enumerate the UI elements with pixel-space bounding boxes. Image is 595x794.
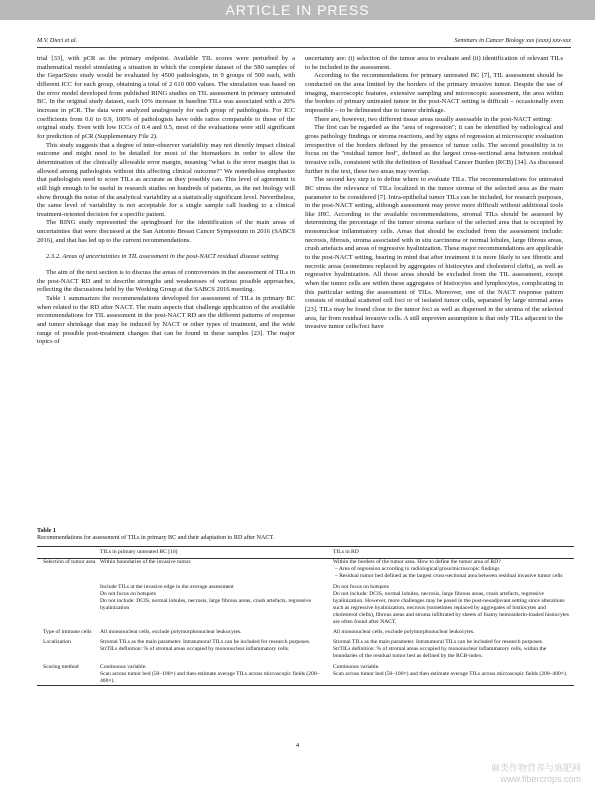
table-cell: [37, 581, 100, 627]
table-row: [37, 626, 574, 636]
cell-line: Scan across tumor bed (50–100×) and then estimate average TILs across microscopic fields (200–400×).: [100, 670, 320, 684]
cell-line: Do not focus on hotspots: [100, 590, 156, 597]
cell-line: Scan across tumor bed (50–100×) and then estimate average TILs across microscopic fields (200–400×).: [333, 670, 568, 677]
table-row: [37, 636, 574, 660]
table-cell: Selection of tumor area: [43, 559, 96, 566]
table-cell: [100, 581, 333, 627]
table-cell: [100, 626, 333, 636]
table-header-cell: [37, 547, 100, 559]
page-number: 4: [295, 742, 300, 749]
header-journal: Seminars in Cancer Biology xxx (xxxx) xxx-xxx: [454, 37, 571, 44]
cell-list: [333, 566, 571, 580]
paragraph: There are, however, two different tissue areas usually assessable in the post-NACT setting:: [314, 115, 553, 123]
paragraph: The aim of the next section is to discuss the areas of controversies in the assessment of TILs in the post-NACT RD and to describe strengths and weaknesses of various possible approaches, reflecting the discussions held by the Working Group at the SABCS 2016 meeting.: [37, 269, 295, 294]
header-authors: M.V. Dieci et al.: [37, 37, 78, 44]
table-title: Table 1: [37, 528, 56, 534]
paragraph: According to the recommendations for primary untreated BC [7], TIL assessment should be conducted on the area limited by the borders of the primary invasive tumor. Despite the use of imaging, macroscopic features, extensive sampling and microscopic assessment, the area within the borders of primary untreated tumor in the post-NACT setting is difficult – occasionally even impossible – to be delineated due to tumor shrinkage.: [305, 72, 563, 114]
table-cell: [333, 559, 574, 581]
table-cell: [333, 626, 574, 636]
cell-line: Continuous variable.: [333, 663, 380, 670]
paragraph: uncertainty are: (i) selection of the tumor area to evaluate and (ii) identification of relevant TILs to be included in the assessment.: [305, 55, 563, 71]
left-column: [37, 55, 295, 347]
cell-line: All mononuclear cells, exclude polymorphonuclear leukocytes.: [100, 629, 242, 636]
cell-line: Within boundaries of the invasive tumor.: [100, 559, 192, 566]
recommendations-table: [37, 546, 574, 686]
cell-line: All mononuclear cells, exclude polymorphonuclear leukocytes.: [333, 629, 475, 636]
paragraph: The second key step is to define where to evaluate TILs. The recommendations for untreated BC stress the relevance of TILs localized in the tumor stroma of the selected area as the main parameter to be considered [7]. Intra-epithelial tumor TILs can be included, for research purposes, in the post-NACT setting, although assessment may prove more difficult without additional tools like IHC. According to the available recommendations, stromal TILs should be assessed by determining the percentage of the tumor stroma surface of the selected area that is occupied by mononuclear inflammatory cells. Areas that should be excluded from the assessment include: necrosis, fibrosis, stroma associated with in situ carcinoma or normal lobules, large fibrous areas, crush artefacts and areas of regressive hyalinization. These major recommendations are applicable to the post-NACT setting, bearing in mind that after treatment it is more likely to see fibrotic and necrotic areas (sometimes replaced by aggregates of histiocytes and cholesterol clefts), as well as regressive hyalinization. All those areas should be excluded from the TIL assessment, except when the tumor cells are within these aggregates of histiocytes and lymphocytes, complicating in this particular setting the assessment of TILs. Moreover, one of the NACT response pattern consists of residual scattered cell foci or of isolated tumor cells, separated by large stromal areas [23]. TILs may be found close to the tumor foci as well as dispersed in the stroma of the selected area, far from residual invasive cells. A still unproven assumption is that only TILs adjacent to the invasive tumor cells/foci have: [305, 176, 563, 331]
watermark: [491, 763, 581, 785]
cell-line: StrTILs definition: % of stromal areas occupied by mononuclear inflammatory cells.: [100, 646, 290, 653]
watermark-line: 麻类作物营养与施肥网: [490, 763, 581, 773]
table-row: [37, 559, 574, 581]
table-caption: Recommendations for assessment of TILs in primary BC and their adaptation to RD after NACT.: [37, 535, 275, 542]
table-cell: [100, 661, 333, 686]
table-header-cell: TILs in primary untreated BC [16]: [100, 547, 333, 559]
cell-line: Do not focus on hotspots: [333, 583, 389, 590]
running-header: [37, 37, 571, 44]
cell-line: Do not include: DCIS, normal lobules, necrosis, large fibrous areas, crush artefacts, regressive hyalinization: [100, 597, 312, 611]
cell-line: Do not include: DCIS, normal lobules, necrosis, large fibrous areas, crush artefacts, regressive hyalinization. However, more challenges may be posed in the post-neoadjuvant setting since alterations such as regressive hyalinization, necrosis (sometimes replaced by aggregates of histiocytes and cholesterol clefts), fibrous areas and stroma infiltrated by sheets of foamy hemosiderin-loaded histiocytes are often found after NACT.: [333, 590, 569, 626]
watermark-line: www.fibercrops.com: [500, 774, 581, 784]
table-cell: [100, 559, 333, 581]
section-heading: 2.3.2. Areas of uncertainties in TIL assessment in the post-NACT residual disease setting: [46, 253, 279, 261]
table-header-cell: TILs in RD: [333, 547, 574, 559]
table-cell: Localization: [43, 639, 71, 646]
table-cell: Scoring method: [37, 661, 100, 686]
table-row: [37, 661, 574, 686]
paragraph: trial [33], with pCR as the primary endpoint. Available TIL scores were perturbed by a mathematical model simulating a situation in which the complete dataset of the 580 samples of the GeparSixto study would be evaluated by 4500 pathologists, in 9 groups of 500 each, with different ICC for each group, obtaining a total of 2 610 000 values. The simulation was based on the error model developed from published RING studies on TIL assessment in primary untreated BC. In the original study dataset, each 10% increase in baseline TILs was associated with a 20% increase in pCR. The data were analyzed analogously for each group of pathologists. For ICC coefficients from 0.6 to 0.9, 100% of pathologists have odds ratios comparable to those of the original study. Even with low ICCs of 0.4 and 0.5, most of the evaluations were still significant for prediction of pCR (Supplementary File 2).: [37, 55, 295, 140]
table-row: [37, 581, 574, 627]
list-item: – Area of regression according to radiological/gross/microscopic findings: [335, 566, 500, 573]
table-body: [37, 559, 574, 686]
header-rule: [37, 47, 571, 48]
article-in-press-banner: [0, 0, 595, 20]
paragraph: The first can be regarded as the "area of regression"; it can be identified by radiological and gross pathology findings or stroma reactions, and by signs of regression at microscopic evaluation irrespective of the borders defined by the presence of tumor cells. The second possibility is to focus on the "residual tumor bed", defined as the largest cross-sectional area between residual invasive cells, consistent with the definition of Residual Cancer Burden (RCB) [34]. As discussed further in the text, these two areas may overlap.: [305, 124, 563, 175]
paragraph: The RING study represented the springboard for the identification of the main areas of uncertainties that were discussed at the San Antonio Breast Cancer Symposium in 2016 (SABCS 2016), and that has led up to the current recommendations.: [37, 219, 295, 244]
table-cell: [333, 581, 574, 627]
table-1: [37, 528, 571, 686]
cell-line: Continuous variable.: [100, 663, 147, 670]
cell-line: StrTILs definition: % of stromal areas occupied by mononuclear inflammatory cells, within the boundaries of the residual tumor bed as defined by the RCB-index.: [333, 646, 547, 660]
cell-line: Within the borders of the tumor area. How to define the tumor area of RD?: [333, 559, 501, 566]
table-cell: Type of immune cells: [43, 629, 92, 636]
paragraph: This study suggests that a degree of inter-observer variability may not directly impact clinical outcome and might need to be detailed for most of the biomarkers in order to allow the determination of the clinically allowable error margin, meaning "what is the error margin that is allowed among pathologists without this affecting clinical outcome?" We nonetheless emphasize that pathologists need to score TILs as accurate as they possibly can. This level of agreement is still high enough to be useful in research studies on hundreds of patients, as the net biology will show through the noise of the analytical variability at a statistically significant level. Nevertheless, the same level of variability is not acceptable for a single sample call leading to a clinical treatment-oriented decision for a specific patient.: [37, 141, 295, 218]
cell-line: Stromal TILs as the main parameter. Intratumoral TILs can be included for research purposes.: [100, 639, 311, 646]
table-cell: [100, 636, 333, 660]
table-cell: [333, 636, 574, 660]
cell-line: Include TILs at the invasive edge in the average assessment: [100, 583, 234, 590]
list-item: – Residual tumor bed defined as the largest cross-sectional area between residual invasive tumor cells: [335, 573, 563, 580]
paragraph: Table 1 summarizes the recommendations developed for assessment of TILs in primary BC when related to the RD after NACT. The main aspects that challenge application of the available recommendations for TIL assessment in the post-NACT RD are the different patterns of response and tumor shrinkage that may be induced by NACT or other types of treatment, and the wide range of possible post-treatment changes that can be found in these samples [23]. The major topics of: [37, 295, 295, 346]
table-cell: [333, 661, 574, 686]
right-column: [305, 55, 563, 332]
banner-text: ARTICLE IN PRESS: [225, 2, 370, 18]
cell-line: Stromal TILs as the main parameter. Intratumoral TILs can be included for research purposes.: [333, 639, 544, 646]
